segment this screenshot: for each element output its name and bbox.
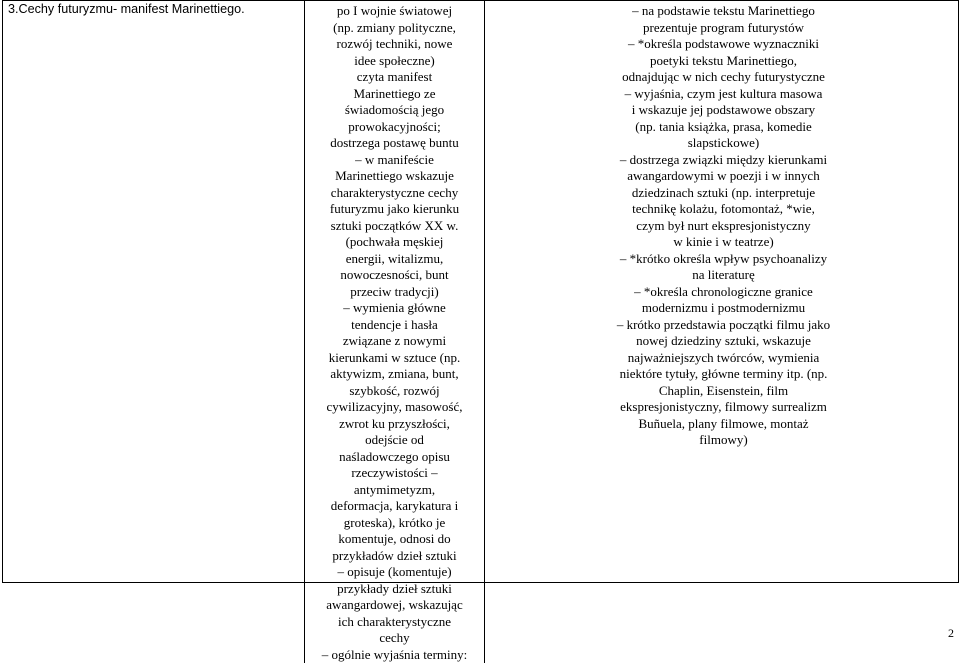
basic-requirement-line: awangardowej, wskazując [307,597,482,614]
basic-requirement-line: szybkość, rozwój [307,383,482,400]
page-number: 2 [948,626,954,641]
extended-requirement-line: – *określa chronologiczne granice [489,284,958,301]
basic-requirement-line: – ogólnie wyjaśnia terminy: [307,647,482,663]
basic-requirement-line: cechy [307,630,482,647]
extended-requirement-line: technikę kolażu, fotomontaż, *wie, [489,201,958,218]
basic-requirement-line: dostrzega postawę buntu [307,135,482,152]
basic-requirement-line: – w manifeście [307,152,482,169]
extended-requirement-line: – *krótko określa wpływ psychoanalizy [489,251,958,268]
extended-requirements-cell [485,1,960,663]
basic-requirement-line: odejście od [307,432,482,449]
basic-requirements-cell [305,1,485,663]
basic-requirement-line: – opisuje (komentuje) [307,564,482,581]
extended-requirement-line: Chaplin, Eisenstein, film [489,383,958,400]
basic-requirement-line: idee społeczne) [307,53,482,70]
topic-text: 3.Cechy futuryzmu- manifest Marinettiego. [8,2,245,16]
extended-requirement-line: poetyki tekstu Marinettiego, [489,53,958,70]
basic-requirement-line: rozwój techniki, nowe [307,36,482,53]
extended-requirement-line: – na podstawie tekstu Marinettiego [489,3,958,20]
extended-requirement-line: odnajdując w nich cechy futurystyczne [489,69,958,86]
basic-requirement-line: komentuje, odnosi do [307,531,482,548]
extended-requirement-line: w kinie i w teatrze) [489,234,958,251]
extended-requirement-line: dziedzinach sztuki (np. interpretuje [489,185,958,202]
basic-requirement-line: futuryzmu jako kierunku [307,201,482,218]
extended-requirement-line: najważniejszych twórców, wymienia [489,350,958,367]
extended-requirement-line: – *określa podstawowe wyznaczniki [489,36,958,53]
basic-requirement-line: cywilizacyjny, masowość, [307,399,482,416]
extended-requirement-line: (np. tania książka, prasa, komedie [489,119,958,136]
basic-requirement-line: rzeczywistości – [307,465,482,482]
basic-requirement-line: charakterystyczne cechy [307,185,482,202]
extended-requirement-line: slapstickowe) [489,135,958,152]
basic-requirement-line: po I wojnie światowej [307,3,482,20]
basic-requirement-line: energii, witalizmu, [307,251,482,268]
basic-requirement-line: aktywizm, zmiana, bunt, [307,366,482,383]
basic-requirement-line: sztuki początków XX w. [307,218,482,235]
basic-requirement-line: – wymienia główne [307,300,482,317]
extended-requirement-line: – dostrzega związki między kierunkami [489,152,958,169]
extended-requirement-line: i wskazuje jej podstawowe obszary [489,102,958,119]
extended-requirement-line: prezentuje program futurystów [489,20,958,37]
basic-requirement-line: (pochwała męskiej [307,234,482,251]
extended-requirement-line: Buñuela, plany filmowe, montaż [489,416,958,433]
basic-requirement-line: (np. zmiany polityczne, [307,20,482,37]
basic-requirement-line: prowokacyjności; [307,119,482,136]
basic-requirement-line: czyta manifest [307,69,482,86]
topic-cell [3,1,305,663]
basic-requirement-line: Marinettiego ze [307,86,482,103]
basic-requirement-line: ich charakterystyczne [307,614,482,631]
basic-requirement-line: kierunkami w sztuce (np. [307,350,482,367]
basic-requirement-line: groteska), krótko je [307,515,482,532]
basic-requirement-line: przeciw tradycji) [307,284,482,301]
curriculum-table [2,0,959,583]
extended-requirement-line: awangardowymi w poezji i w innych [489,168,958,185]
basic-requirement-line: antymimetyzm, [307,482,482,499]
extended-requirement-line: – wyjaśnia, czym jest kultura masowa [489,86,958,103]
extended-requirement-line: niektóre tytuły, główne terminy itp. (np. [489,366,958,383]
basic-requirement-line: zwrot ku przyszłości, [307,416,482,433]
basic-requirement-line: deformacja, karykatura i [307,498,482,515]
basic-requirement-line: nowoczesności, bunt [307,267,482,284]
extended-requirement-line: modernizmu i postmodernizmu [489,300,958,317]
basic-requirement-line: związane z nowymi [307,333,482,350]
extended-requirement-line: filmowy) [489,432,958,449]
extended-requirement-line: na literaturę [489,267,958,284]
basic-requirement-line: Marinettiego wskazuje [307,168,482,185]
basic-requirement-line: tendencje i hasła [307,317,482,334]
basic-requirement-line: świadomością jego [307,102,482,119]
extended-requirement-line: czym był nurt ekspresjonistyczny [489,218,958,235]
basic-requirement-line: naśladowczego opisu [307,449,482,466]
extended-requirement-line: nowej dziedziny sztuki, wskazuje [489,333,958,350]
extended-requirement-line: – krótko przedstawia początki filmu jako [489,317,958,334]
basic-requirement-line: przykładów dzieł sztuki [307,548,482,565]
basic-requirement-line: przykłady dzieł sztuki [307,581,482,598]
extended-requirement-line: ekspresjonistyczny, filmowy surrealizm [489,399,958,416]
